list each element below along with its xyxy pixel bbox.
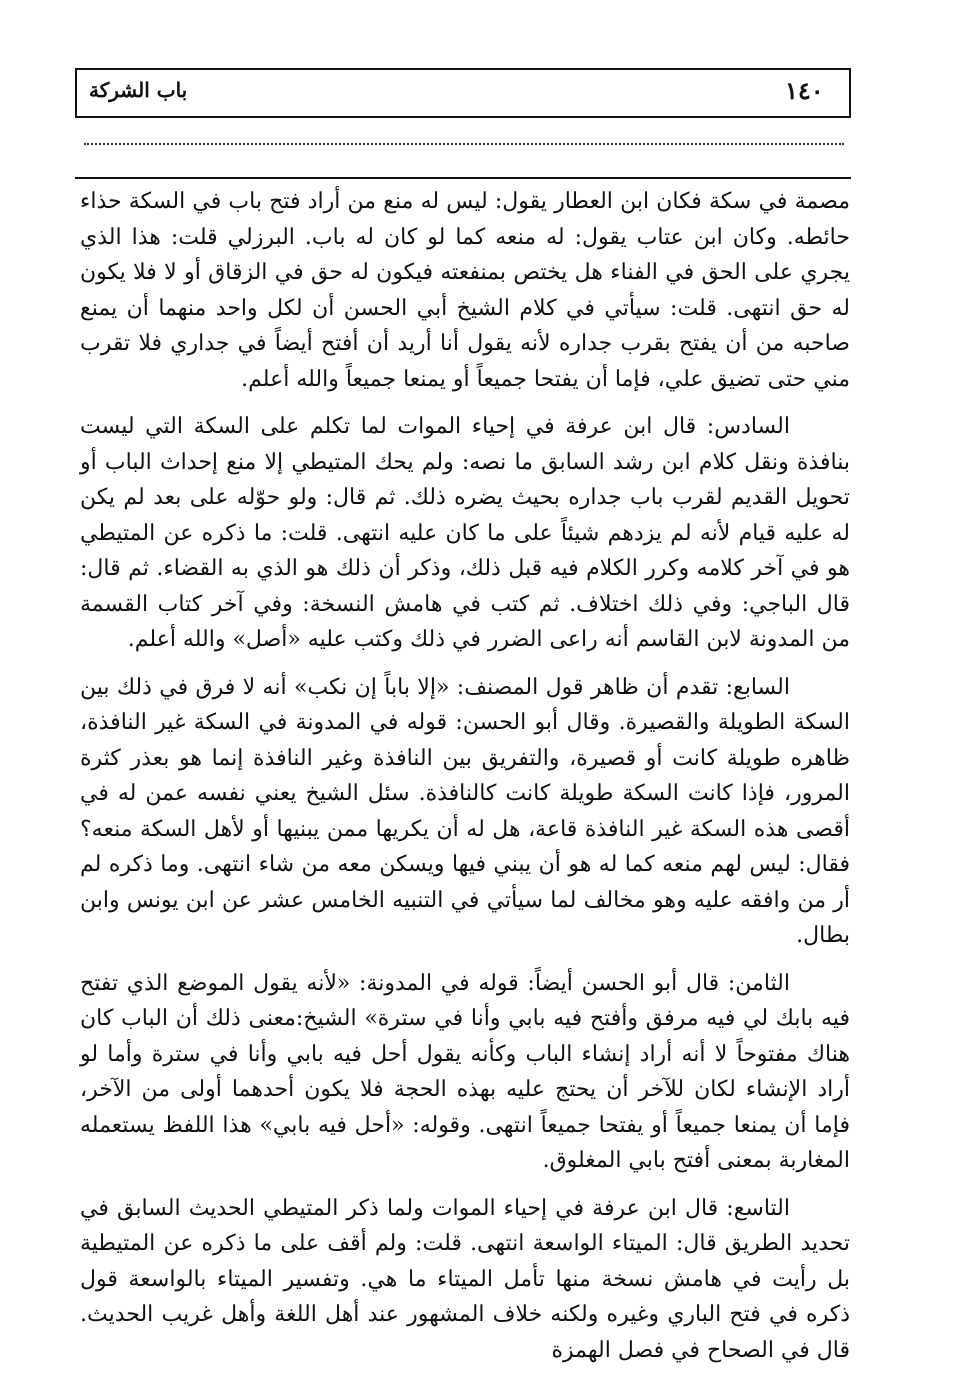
running-title: باب الشركة [89, 78, 188, 102]
page-header [75, 68, 851, 118]
header-rule [75, 177, 851, 179]
paragraph: مصمة في سكة فكان ابن العطار يقول: ليس له منع من أراد فتح باب في السكة حذاء حائطه. وكان ابن عتاب يقول: له منعه كما لو كان له باب. البرزلي قلت: هذا الذي يجري على الحق في الفناء هل يختص بمنفعته فيكون له حق في الزقاق أو لا فلا يكون له حق انتهى. قلت: سيأتي في كلام الشيخ أبي الحسن أن لكل واحد منهما أن يمنع صاحبه من أن يفتح بقرب جداره لأنه يقول أنا أريد أن أفتح أيضاً في جداري فلا تقرب مني حتى تضيق علي، فإما أن يفتحا جميعاً أو يمنعا جميعاً والله أعلم. [80, 189, 850, 392]
paragraph: الثامن: قال أبو الحسن أيضاً: قوله في المدونة: «لأنه يقول الموضع الذي تفتح فيه بابك لي فيه مرفق وأفتح فيه بابي وأنا في سترة» الشيخ:معنى ذلك أن الباب كان هناك مفتوحاً لا أنه أراد إنشاء الباب وكأنه يقول أحل فيه بابي وأنا في سترة وأما لو أراد الإنشاء لكان للآخر أن يحتج عليه بهذه الحجة فلا يكون أحدهما أولى من الآخر، فإما أن يمنعا جميعاً أو يفتحا جميعاً انتهى. وقوله: «أحل فيه بابي» هذا اللفظ يستعمله المغاربة بمعنى أفتح بابي المغلوق. [80, 970, 850, 1173]
paragraph: التاسع: قال ابن عرفة في إحياء الموات ولما ذكر المتيطي الحديث السابق في تحديد الطريق قال: الميتاء الواسعة انتهى. قلت: ولم أقف على ما ذكره عن المتيطية بل رأيت في هامش نسخة منها تأمل الميتاء ما هي. وتفسير الميتاء بالواسعة قول ذكره في فتح الباري وغيره ولكنه خلاف المشهور عند أهل اللغة وأهل غريب الحديث. قال في الصحاح في فصل الهمزة [80, 1195, 851, 1363]
dotted-separator [84, 143, 844, 145]
body-text [80, 184, 850, 1380]
paragraph: السادس: قال ابن عرفة في إحياء الموات لما تكلم على السكة التي ليست بنافذة ونقل كلام ابن رشد السابق ما نصه: ولم يحك المتيطي إلا منع إحداث الباب أو تحويل القديم لقرب باب جداره بحيث يضره ذلك. ثم قال: ولو حوّله على بعد لم يكن له عليه قيام لأنه لم يزدهم شيئاً على ما كان عليه انتهى. قلت: ما ذكره عن المتيطي هو في آخر كلامه وكرر الكلام فيه قبل ذلك، وذكر أن ذلك هو الذي به القضاء. ثم قال: قال الباجي: وفي ذلك اختلاف. ثم كتب في هامش النسخة: وفي آخر كتاب القسمة من المدونة لابن القاسم أنه راعى الضرر في ذلك وكتب عليه «أصل» والله أعلم. [80, 414, 850, 652]
page-number: ١٤٠ [785, 76, 824, 105]
paragraph: السابع: تقدم أن ظاهر قول المصنف: «إلا باباً إن نكب» أنه لا فرق في ذلك بين السكة الطويلة والقصيرة. وقال أبو الحسن: قوله في المدونة في السكة غير النافذة، ظاهره طويلة كانت أو قصيرة، والتفريق بين النافذة وغير النافذة إنما هو بعذر كثرة المرور، فإذا كانت السكة طويلة كانت كالنافذة. سئل الشيخ يعني نفسه عمن له في أقصى هذه السكة غير النافذة قاعة، هل له أن يكريها ممن يبنيها أو لأهل السكة منعه؟ فقال: ليس لهم منعه كما له هو أن يبني فيها ويسكن معه من شاء انتهى. وما ذكره لم أر من وافقه عليه وهو مخالف لما سيأتي في التنبيه الخامس عشر عن ابن يونس وابن بطال. [80, 674, 850, 948]
